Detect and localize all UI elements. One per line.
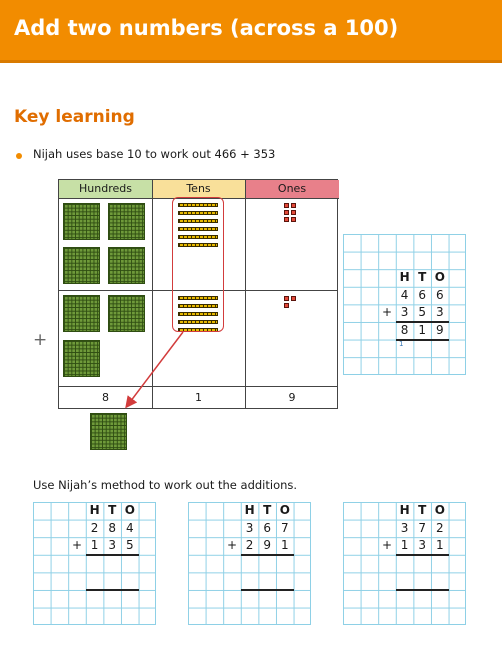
top-digit: 8: [108, 520, 116, 535]
bottom-digit: 3: [400, 305, 409, 320]
column-label-h: H: [244, 503, 255, 517]
worked-example-grid: [343, 234, 466, 375]
plus-operator: +: [226, 538, 238, 553]
column-label-t: T: [418, 503, 427, 517]
exchanged-hundred-block-icon: [90, 413, 127, 450]
column-label-t: T: [263, 503, 272, 517]
plus-operator: +: [381, 538, 393, 553]
hundreds-header: Hundreds: [59, 180, 152, 199]
bottom-digit: 3: [418, 538, 426, 553]
exercise-grid-3: [343, 502, 466, 625]
top-digit: 7: [418, 520, 426, 535]
column-label-o: O: [279, 503, 290, 517]
bottom-digit: 1: [90, 538, 99, 553]
column-label-t: T: [418, 270, 427, 285]
top-digit: 2: [435, 520, 444, 535]
sum-line-bottom: [241, 589, 294, 591]
top-digit: 4: [400, 287, 409, 302]
top-digit: 3: [400, 520, 409, 535]
instruction-text: Use Nijah’s method to work out the additions.: [33, 478, 298, 492]
bottom-digit: 5: [418, 305, 426, 320]
column-label-o: O: [434, 503, 445, 517]
bottom-digit: 1: [400, 538, 409, 553]
intro-text: Nijah uses base 10 to work out 466 + 353: [33, 147, 276, 161]
result-digit: 9: [435, 323, 444, 337]
plus-operator: +: [381, 305, 393, 320]
sum-line-bottom: [86, 589, 139, 591]
key-learning-heading: Key learning: [14, 107, 135, 127]
result-digit: 8: [400, 323, 409, 337]
bottom-digit: 5: [125, 538, 134, 553]
top-digit: 7: [280, 520, 289, 535]
column-label-t: T: [108, 503, 117, 517]
answer-ones: 9: [288, 391, 296, 404]
answer-hundreds: 8: [102, 391, 109, 404]
top-digit: 6: [435, 287, 444, 302]
top-digit: 6: [418, 287, 426, 302]
ones-header: Ones: [245, 180, 339, 199]
result-digit: 1: [418, 323, 426, 337]
exercise-grid-2: [188, 502, 311, 625]
bottom-digit: 2: [245, 538, 254, 553]
page-title: Add two numbers (across a 100): [14, 16, 399, 40]
answer-tens: 1: [195, 391, 202, 404]
top-digit: 6: [263, 520, 271, 535]
sum-line-top: [396, 554, 449, 556]
column-label-o: O: [124, 503, 135, 517]
top-digit: 4: [125, 520, 134, 535]
sum-line-top: [241, 554, 294, 556]
carry-digit: 1: [399, 340, 404, 348]
bottom-digit: 9: [263, 538, 271, 553]
column-label-o: O: [434, 270, 445, 285]
sum-line-bottom: [396, 339, 449, 341]
bottom-digit: 1: [280, 538, 289, 553]
sum-line-bottom: [396, 589, 449, 591]
sum-line-top: [86, 554, 139, 556]
top-digit: 3: [245, 520, 254, 535]
top-digit: 2: [90, 520, 99, 535]
plus-sign: +: [33, 330, 48, 350]
tens-header: Tens: [152, 180, 245, 199]
plus-operator: +: [71, 538, 83, 553]
exercise-grid-1: [33, 502, 156, 625]
bottom-digit: 3: [108, 538, 116, 553]
column-label-h: H: [89, 503, 100, 517]
column-label-h: H: [399, 503, 410, 517]
bottom-digit: 1: [435, 538, 444, 553]
column-label-h: H: [399, 270, 410, 285]
bottom-digit: 3: [435, 305, 444, 320]
